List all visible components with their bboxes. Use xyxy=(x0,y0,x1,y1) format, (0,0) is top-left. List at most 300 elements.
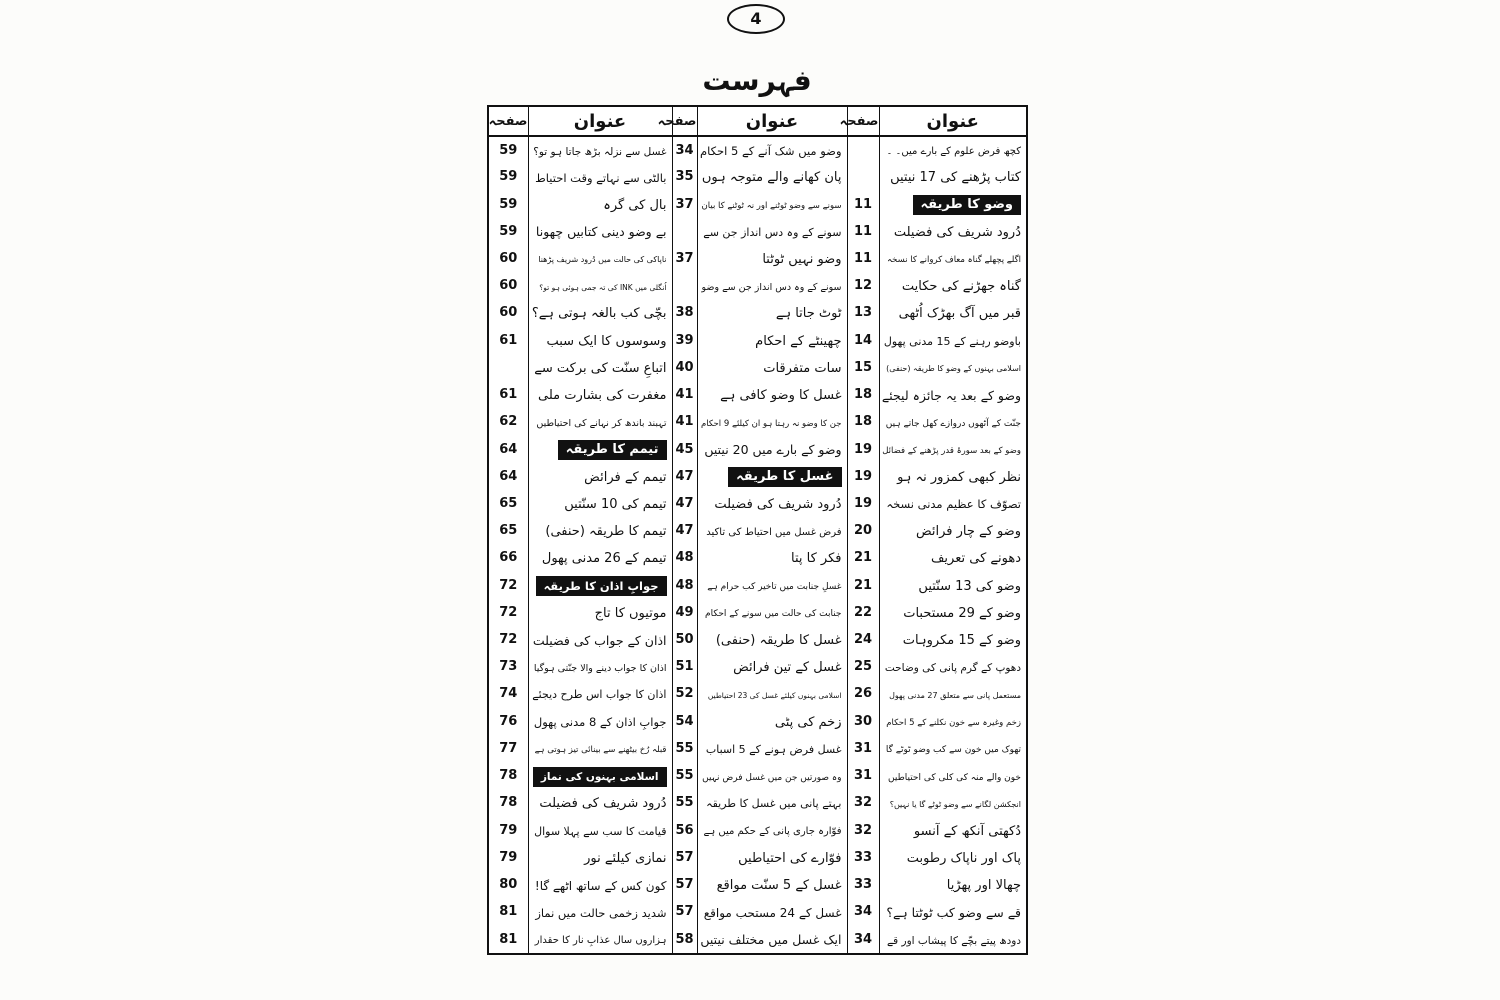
toc-page-number: 15 xyxy=(847,354,879,381)
toc-entry-cell xyxy=(879,871,1026,898)
toc-entry-cell xyxy=(697,218,847,245)
toc-entry-cell xyxy=(528,517,672,544)
toc-entry-cell xyxy=(879,653,1026,680)
toc-entry-title: غسل کے 24 مستحب مواقع xyxy=(703,905,842,920)
toc-entry-title: نظر کبھی کمزور نہ ہو xyxy=(897,469,1021,485)
toc-row xyxy=(489,871,1026,898)
toc-page-number xyxy=(489,354,528,381)
toc-entry-cell xyxy=(528,789,672,816)
column-header-topic: عنوان xyxy=(697,107,847,136)
toc-entry-cell xyxy=(697,381,847,408)
toc-entry-title: تیمم کی 10 سنّتیں xyxy=(564,496,667,512)
toc-entry-title: جنّت کے آٹھوں دروازے کھل جاتے ہیں xyxy=(885,418,1021,429)
toc-entry-cell xyxy=(528,218,672,245)
toc-row xyxy=(489,490,1026,517)
toc-body xyxy=(489,136,1026,953)
toc-entry-cell xyxy=(528,354,672,381)
toc-page-number: 74 xyxy=(499,686,518,702)
toc-page-number: 34 xyxy=(672,136,697,163)
toc-page-number: 61 xyxy=(499,332,518,348)
toc-entry-cell xyxy=(528,735,672,762)
toc-page-number xyxy=(672,218,697,245)
toc-page-number: 81 xyxy=(499,904,518,920)
toc-entry-cell xyxy=(528,245,672,272)
toc-section-heading: جوابِ اذان کا طریقہ xyxy=(536,576,667,596)
toc-entry-cell xyxy=(528,762,672,789)
toc-page-number: 80 xyxy=(499,877,518,893)
toc-page-number: 55 xyxy=(672,762,697,789)
toc-page-number: 55 xyxy=(672,735,697,762)
toc-entry-cell xyxy=(879,925,1026,953)
toc-header-row xyxy=(489,107,1026,136)
toc-entry-cell xyxy=(697,762,847,789)
toc-entry-cell xyxy=(879,844,1026,871)
toc-entry-title: مغفرت کی بشارت ملی xyxy=(538,388,667,404)
toc-page-number: 81 xyxy=(499,931,518,947)
toc-page-number: 40 xyxy=(672,354,697,381)
toc-entry-cell xyxy=(528,898,672,925)
toc-entry-title: جنابت کی حالت میں سونے کے احکام xyxy=(705,609,842,620)
table-of-contents xyxy=(487,105,1028,955)
toc-page-number: 57 xyxy=(672,844,697,871)
toc-entry-title: تیمم کا طریقہ (حنفی) xyxy=(545,524,667,540)
toc-page-number: 60 xyxy=(499,278,518,294)
toc-page-number: 47 xyxy=(672,463,697,490)
toc-row xyxy=(489,572,1026,599)
toc-entry-cell xyxy=(879,218,1026,245)
toc-page-number: 64 xyxy=(499,441,518,457)
toc-row xyxy=(489,925,1026,953)
toc-page-number: 56 xyxy=(672,816,697,843)
toc-entry-title: فرض غسل میں احتیاط کی تاکید xyxy=(706,526,842,538)
toc-entry-cell xyxy=(697,544,847,571)
toc-entry-cell xyxy=(528,463,672,490)
toc-row xyxy=(489,435,1026,462)
toc-row xyxy=(489,327,1026,354)
toc-page-number: 39 xyxy=(672,327,697,354)
toc-entry-title: چھینٹے کے احکام xyxy=(755,333,842,349)
toc-entry-cell xyxy=(879,354,1026,381)
toc-entry-cell xyxy=(528,925,672,953)
toc-page-number: 73 xyxy=(499,659,518,675)
toc-entry-cell xyxy=(528,599,672,626)
toc-entry-title: تہبند باندھ کر نہانے کی احتیاطیں xyxy=(536,417,667,429)
toc-entry-cell xyxy=(879,517,1026,544)
toc-page-number: 18 xyxy=(847,408,879,435)
toc-entry-title: سات متفرقات xyxy=(763,360,842,376)
toc-entry-cell xyxy=(697,163,847,190)
toc-page-number: 19 xyxy=(847,463,879,490)
toc-page-number: 41 xyxy=(672,408,697,435)
toc-entry-title: ٹوٹ جاتا ہے xyxy=(775,306,842,322)
toc-page-number: 38 xyxy=(672,299,697,326)
toc-page-number: 21 xyxy=(847,572,879,599)
toc-row xyxy=(489,599,1026,626)
toc-entry-cell xyxy=(528,653,672,680)
toc-page-number: 30 xyxy=(847,708,879,735)
toc-entry-title: تیمم کے فرائض xyxy=(584,469,667,485)
toc-entry-title: دُرود شریف کی فضیلت xyxy=(714,496,842,512)
toc-entry-cell xyxy=(528,816,672,843)
toc-entry-title: جن کا وضو نہ رہتا ہو ان کیلئے 9 احکام xyxy=(700,418,842,429)
toc-entry-cell xyxy=(879,816,1026,843)
toc-entry-cell xyxy=(879,136,1026,163)
toc-entry-cell xyxy=(528,490,672,517)
toc-page-number: 41 xyxy=(672,381,697,408)
toc-row xyxy=(489,408,1026,435)
toc-entry-title: تصوّف کا عظیم مدنی نسخہ xyxy=(886,497,1021,512)
toc-entry-title: موتیوں کا تاج xyxy=(594,605,667,621)
toc-page-number: 18 xyxy=(847,381,879,408)
toc-row xyxy=(489,463,1026,490)
toc-page-number: 32 xyxy=(847,816,879,843)
toc-entry-cell xyxy=(697,626,847,653)
toc-entry-title: قے سے وضو کب ٹوٹتا ہے؟ xyxy=(886,904,1021,920)
toc-row xyxy=(489,190,1026,217)
column-header-topic: عنوان xyxy=(528,107,672,136)
toc-page-number: 22 xyxy=(847,599,879,626)
toc-entry-cell xyxy=(697,517,847,544)
toc-entry-title: وضو کے چار فرائض xyxy=(915,524,1021,540)
toc-page-number: 51 xyxy=(672,653,697,680)
toc-page-number: 34 xyxy=(847,925,879,953)
toc-entry-cell xyxy=(697,898,847,925)
toc-entry-title: گناہ جھڑنے کی حکایت xyxy=(901,279,1021,295)
toc-entry-cell xyxy=(879,708,1026,735)
toc-entry-title: زخم وغیرہ سے خون نکلنے کے 5 احکام xyxy=(886,718,1021,729)
toc-entry-title: سونے کے وہ دس انداز جن سے وضو xyxy=(701,281,842,293)
toc-section-heading: وضو کا طریقہ xyxy=(913,195,1021,215)
toc-entry-cell xyxy=(528,544,672,571)
toc-page-number: 24 xyxy=(847,626,879,653)
toc-entry-title: اسلامی بہنوں کیلئے غسل کی 23 احتیاطیں xyxy=(707,690,842,700)
toc-entry-cell xyxy=(697,653,847,680)
toc-entry-cell xyxy=(697,708,847,735)
toc-entry-cell xyxy=(879,163,1026,190)
toc-page-number: 47 xyxy=(672,490,697,517)
toc-page-number: 50 xyxy=(672,626,697,653)
toc-page-number: 65 xyxy=(499,523,518,539)
toc-entry-title: وضو کے 29 مستحبات xyxy=(903,605,1021,621)
toc-page-number: 60 xyxy=(499,250,518,266)
toc-entry-cell xyxy=(697,136,847,163)
toc-entry-cell xyxy=(879,245,1026,272)
toc-page-number: 11 xyxy=(847,218,879,245)
toc-entry-title: وضو نہیں ٹوٹتا xyxy=(762,251,842,267)
toc-page-number: 48 xyxy=(672,544,697,571)
toc-entry-title: دُرود شریف کی فضیلت xyxy=(539,796,667,812)
toc-page-number: 26 xyxy=(847,680,879,707)
toc-row xyxy=(489,708,1026,735)
toc-entry-cell xyxy=(879,544,1026,571)
toc-page-number: 34 xyxy=(847,898,879,925)
toc-entry-title: اگلے پچھلے گناہ معاف کروانے کا نسخہ xyxy=(887,255,1021,266)
toc-page-number: 32 xyxy=(847,789,879,816)
toc-entry-cell xyxy=(879,463,1026,490)
toc-entry-cell xyxy=(879,680,1026,707)
toc-page-number: 72 xyxy=(499,577,518,593)
toc-page-number: 19 xyxy=(847,490,879,517)
toc-page-number: 52 xyxy=(672,680,697,707)
toc-entry-cell xyxy=(697,816,847,843)
toc-entry-cell xyxy=(528,435,672,462)
toc-page-number xyxy=(847,163,879,190)
toc-entry-title: فکر کا پتا xyxy=(791,551,842,567)
toc-entry-title: قبلہ رُخ بیٹھنے سے بینائی تیز ہوتی ہے xyxy=(534,745,667,756)
toc-entry-title: اُنگلی میں INK کی تہ جمی ہوئی ہو تو؟ xyxy=(539,282,667,292)
toc-page-number: 13 xyxy=(847,299,879,326)
toc-page-number: 11 xyxy=(847,190,879,217)
toc-entry-title: وضو کے بارے میں 20 نیتیں xyxy=(704,442,842,458)
toc-entry-cell xyxy=(528,190,672,217)
toc-row xyxy=(489,299,1026,326)
toc-entry-cell xyxy=(697,408,847,435)
toc-page-number: 48 xyxy=(672,572,697,599)
toc-row xyxy=(489,762,1026,789)
toc-entry-title: چھالا اور پھڑیا xyxy=(946,878,1021,894)
toc-entry-cell xyxy=(528,381,672,408)
toc-page-number: 64 xyxy=(499,468,518,484)
column-header-page: صفحہ xyxy=(489,107,528,136)
toc-page-number: 61 xyxy=(499,387,518,403)
toc-page-number: 33 xyxy=(847,844,879,871)
toc-section-heading: تیمم کا طریقہ xyxy=(558,440,667,460)
toc-entry-title: بال کی گرہ xyxy=(603,197,667,213)
toc-page-number: 35 xyxy=(672,163,697,190)
toc-page-number: 60 xyxy=(499,305,518,321)
toc-row xyxy=(489,136,1026,163)
toc-entry-cell xyxy=(528,680,672,707)
toc-page-number: 59 xyxy=(499,196,518,212)
toc-row xyxy=(489,272,1026,299)
toc-entry-title: قیامت کا سب سے پہلا سوال xyxy=(534,824,667,838)
toc-row xyxy=(489,898,1026,925)
toc-entry-cell xyxy=(697,435,847,462)
toc-entry-title: ناپاکی کی حالت میں دُرود شریف پڑھنا xyxy=(538,255,667,265)
toc-entry-cell xyxy=(528,626,672,653)
toc-page-number: 37 xyxy=(672,245,697,272)
toc-entry-title: کچھ فرض علوم کے بارے میں۔ ۔ xyxy=(886,146,1021,158)
toc-entry-cell xyxy=(879,626,1026,653)
toc-entry-title: جوابِ اذان کے 8 مدنی پھول xyxy=(533,715,667,730)
toc-page-number: 77 xyxy=(499,740,518,756)
toc-page-number: 31 xyxy=(847,735,879,762)
toc-row xyxy=(489,735,1026,762)
toc-entry-cell xyxy=(697,190,847,217)
toc-entry-cell xyxy=(879,599,1026,626)
toc-page-number: 78 xyxy=(499,795,518,811)
toc-page-number: 57 xyxy=(672,898,697,925)
toc-page-number: 76 xyxy=(499,713,518,729)
toc-page-number: 58 xyxy=(672,925,697,953)
toc-entry-cell xyxy=(697,299,847,326)
toc-entry-cell xyxy=(879,572,1026,599)
toc-entry-title: اتباعِ سنّت کی برکت سے xyxy=(534,360,667,376)
toc-entry-title: پاک اور ناپاک رطوبت xyxy=(906,850,1021,866)
toc-row xyxy=(489,816,1026,843)
toc-entry-cell xyxy=(879,789,1026,816)
toc-entry-title: تھوک میں خون سے کب وضو ٹوٹے گا xyxy=(885,745,1021,756)
toc-entry-title: دُکھتی آنکھ کے آنسو xyxy=(913,823,1021,839)
toc-entry-title: دُرود شریف کی فضیلت xyxy=(893,224,1021,240)
toc-entry-cell xyxy=(879,190,1026,217)
toc-entry-cell xyxy=(879,381,1026,408)
toc-section-heading: اسلامی بہنوں کی نماز xyxy=(533,767,667,787)
toc-page-number: 12 xyxy=(847,272,879,299)
toc-page-number: 31 xyxy=(847,762,879,789)
toc-row xyxy=(489,653,1026,680)
page-title: فہرست xyxy=(702,64,812,97)
toc-entry-cell xyxy=(528,408,672,435)
toc-entry-cell xyxy=(879,272,1026,299)
toc-page-number: 54 xyxy=(672,708,697,735)
toc-entry-title: وضو کے بعد سورۂ قدر پڑھنے کے فضائل xyxy=(882,446,1021,457)
toc-entry-title: وسوسوں کا ایک سبب xyxy=(546,333,667,349)
toc-row xyxy=(489,163,1026,190)
toc-entry-title: تیمم کے 26 مدنی پھول xyxy=(541,551,667,567)
toc-entry-title: قبر میں آگ بھڑک اُٹھی xyxy=(898,306,1021,322)
toc-row xyxy=(489,544,1026,571)
toc-entry-cell xyxy=(879,898,1026,925)
toc-entry-title: فوّارے کی احتیاطیں xyxy=(738,850,842,866)
toc-entry-title: خون والے منہ کی کلی کی احتیاطیں xyxy=(888,772,1021,783)
toc-page-number: 72 xyxy=(499,632,518,648)
toc-entry-title: وضو میں شک آنے کے 5 احکام xyxy=(700,144,842,159)
toc-entry-title: زخم کی پٹی xyxy=(774,714,842,730)
toc-entry-title: وہ صورتیں جن میں غسل فرض نہیں xyxy=(702,772,842,783)
toc-entry-cell xyxy=(879,490,1026,517)
toc-page-number: 59 xyxy=(499,223,518,239)
page-number-badge: 4 xyxy=(727,4,785,34)
column-header-page: صفحہ xyxy=(847,107,879,136)
toc-entry-title: اسلامی بہنوں کے وضو کا طریقہ (حنفی) xyxy=(886,364,1021,374)
toc-page-number: 78 xyxy=(499,768,518,784)
toc-entry-cell xyxy=(697,463,847,490)
toc-page-number: 59 xyxy=(499,142,518,158)
toc-page-number: 57 xyxy=(672,871,697,898)
toc-entry-cell xyxy=(697,789,847,816)
toc-entry-title: مستعمل پانی سے متعلق 27 مدنی پھول xyxy=(889,690,1021,700)
toc-entry-title: دھوپ کے گرم پانی کی وضاحت xyxy=(884,662,1021,675)
toc-row xyxy=(489,354,1026,381)
toc-entry-title: کون کس کے ساتھ اٹھے گا! xyxy=(534,878,667,893)
toc-page-number: 45 xyxy=(672,435,697,462)
toc-entry-title: وضو کی 13 سنّتیں xyxy=(918,578,1021,594)
toc-entry-title: سونے سے وضو ٹوٹنے اور نہ ٹوٹنے کا بیان xyxy=(701,201,842,212)
toc-page-number: 49 xyxy=(672,599,697,626)
toc-entry-title: شدید زخمی حالت میں نماز xyxy=(535,905,667,920)
toc-entry-cell xyxy=(879,408,1026,435)
toc-entry-title: فوّارہ جاری پانی کے حکم میں ہے xyxy=(703,826,842,838)
toc-page-number: 62 xyxy=(499,414,518,430)
toc-page-number: 19 xyxy=(847,435,879,462)
toc-entry-title: غسل سے نزلہ بڑھ جاتا ہو تو؟ xyxy=(533,145,667,158)
toc-entry-cell xyxy=(697,925,847,953)
toc-page-number: 72 xyxy=(499,604,518,620)
toc-entry-title: غسلِ جنابت میں تاخیر کب حرام ہے xyxy=(707,582,842,593)
toc-entry-title: انجکشن لگانے سے وضو ٹوٹے گا یا نہیں؟ xyxy=(889,799,1021,809)
toc-entry-cell xyxy=(697,272,847,299)
toc-page-number: 14 xyxy=(847,327,879,354)
toc-page-number: 47 xyxy=(672,517,697,544)
toc-page-number: 65 xyxy=(499,495,518,511)
toc-page-number: 25 xyxy=(847,653,879,680)
toc-entry-title: غسل فرض ہونے کے 5 اسباب xyxy=(705,742,842,756)
toc-entry-cell xyxy=(528,299,672,326)
toc-entry-title: غسل کے 5 سنّت مواقع xyxy=(716,878,842,894)
toc-entry-title: دھونے کی تعریف xyxy=(930,551,1021,567)
toc-entry-title: ایک غسل میں مختلف نیتیں xyxy=(700,932,842,948)
toc-page-number: 21 xyxy=(847,544,879,571)
toc-entry-title: غسل کا طریقہ (حنفی) xyxy=(715,633,842,649)
toc-entry-title: بے وضو دینی کتابیں چھونا xyxy=(535,224,667,240)
toc-entry-cell xyxy=(879,435,1026,462)
toc-entry-cell xyxy=(697,871,847,898)
toc-entry-title: باوضو رہنے کے 15 مدنی پھول xyxy=(883,334,1021,348)
toc-row xyxy=(489,680,1026,707)
toc-section-heading: غسل کا طریقہ xyxy=(728,467,841,487)
toc-entry-title: ہزاروں سال عذابِ نار کا حقدار xyxy=(534,935,667,947)
toc-row xyxy=(489,245,1026,272)
toc-entry-title: اذان کا جواب دینے والا جنّتی ہوگیا xyxy=(533,662,667,674)
toc-entry-cell xyxy=(697,599,847,626)
toc-entry-cell xyxy=(697,490,847,517)
toc-entry-cell xyxy=(528,871,672,898)
toc-entry-cell xyxy=(697,245,847,272)
toc-entry-cell xyxy=(697,844,847,871)
toc-entry-title: بالٹی سے نہاتے وقت احتیاط xyxy=(535,170,667,185)
toc-entry-cell xyxy=(879,762,1026,789)
toc-page-number: 11 xyxy=(847,245,879,272)
toc-entry-title: سونے کے وہ دس انداز جن سے xyxy=(703,225,842,239)
toc-row xyxy=(489,789,1026,816)
toc-row xyxy=(489,626,1026,653)
toc-entry-cell xyxy=(528,163,672,190)
toc-entry-cell xyxy=(528,272,672,299)
toc-row xyxy=(489,381,1026,408)
toc-entry-title: اذان کے جواب کی فضیلت xyxy=(532,632,667,648)
toc-entry-title: غسل کے تین فرائض xyxy=(733,660,842,676)
toc-entry-cell xyxy=(697,354,847,381)
toc-entry-cell xyxy=(697,327,847,354)
toc-entry-cell xyxy=(697,680,847,707)
toc-entry-title: اذان کا جواب اس طرح دیجئے xyxy=(532,688,667,702)
toc-entry-cell xyxy=(879,327,1026,354)
toc-entry-cell xyxy=(697,735,847,762)
toc-entry-cell xyxy=(528,708,672,735)
toc-page-number: 66 xyxy=(499,550,518,566)
toc-entry-title: غسل کا وضو کافی ہے xyxy=(720,388,842,404)
toc-entry-cell xyxy=(879,735,1026,762)
toc-page-number: 20 xyxy=(847,517,879,544)
toc-page-number: 33 xyxy=(847,871,879,898)
column-header-topic: عنوان xyxy=(879,107,1026,136)
toc-row xyxy=(489,517,1026,544)
toc-row xyxy=(489,218,1026,245)
column-header-page: صفحہ xyxy=(672,107,697,136)
toc-page-number xyxy=(847,136,879,163)
toc-entry-title: پان کھانے والے متوجہ ہوں xyxy=(701,170,842,186)
toc-entry-cell xyxy=(879,299,1026,326)
toc-table xyxy=(489,107,1026,953)
toc-page-number: 79 xyxy=(499,822,518,838)
toc-entry-cell xyxy=(528,572,672,599)
toc-entry-title: بہتے پانی میں غسل کا طریقہ xyxy=(706,797,842,811)
toc-page-number: 59 xyxy=(499,169,518,185)
toc-entry-cell xyxy=(528,327,672,354)
toc-entry-cell xyxy=(528,136,672,163)
toc-entry-title: کتاب پڑھنے کی 17 نیتیں xyxy=(890,170,1021,186)
